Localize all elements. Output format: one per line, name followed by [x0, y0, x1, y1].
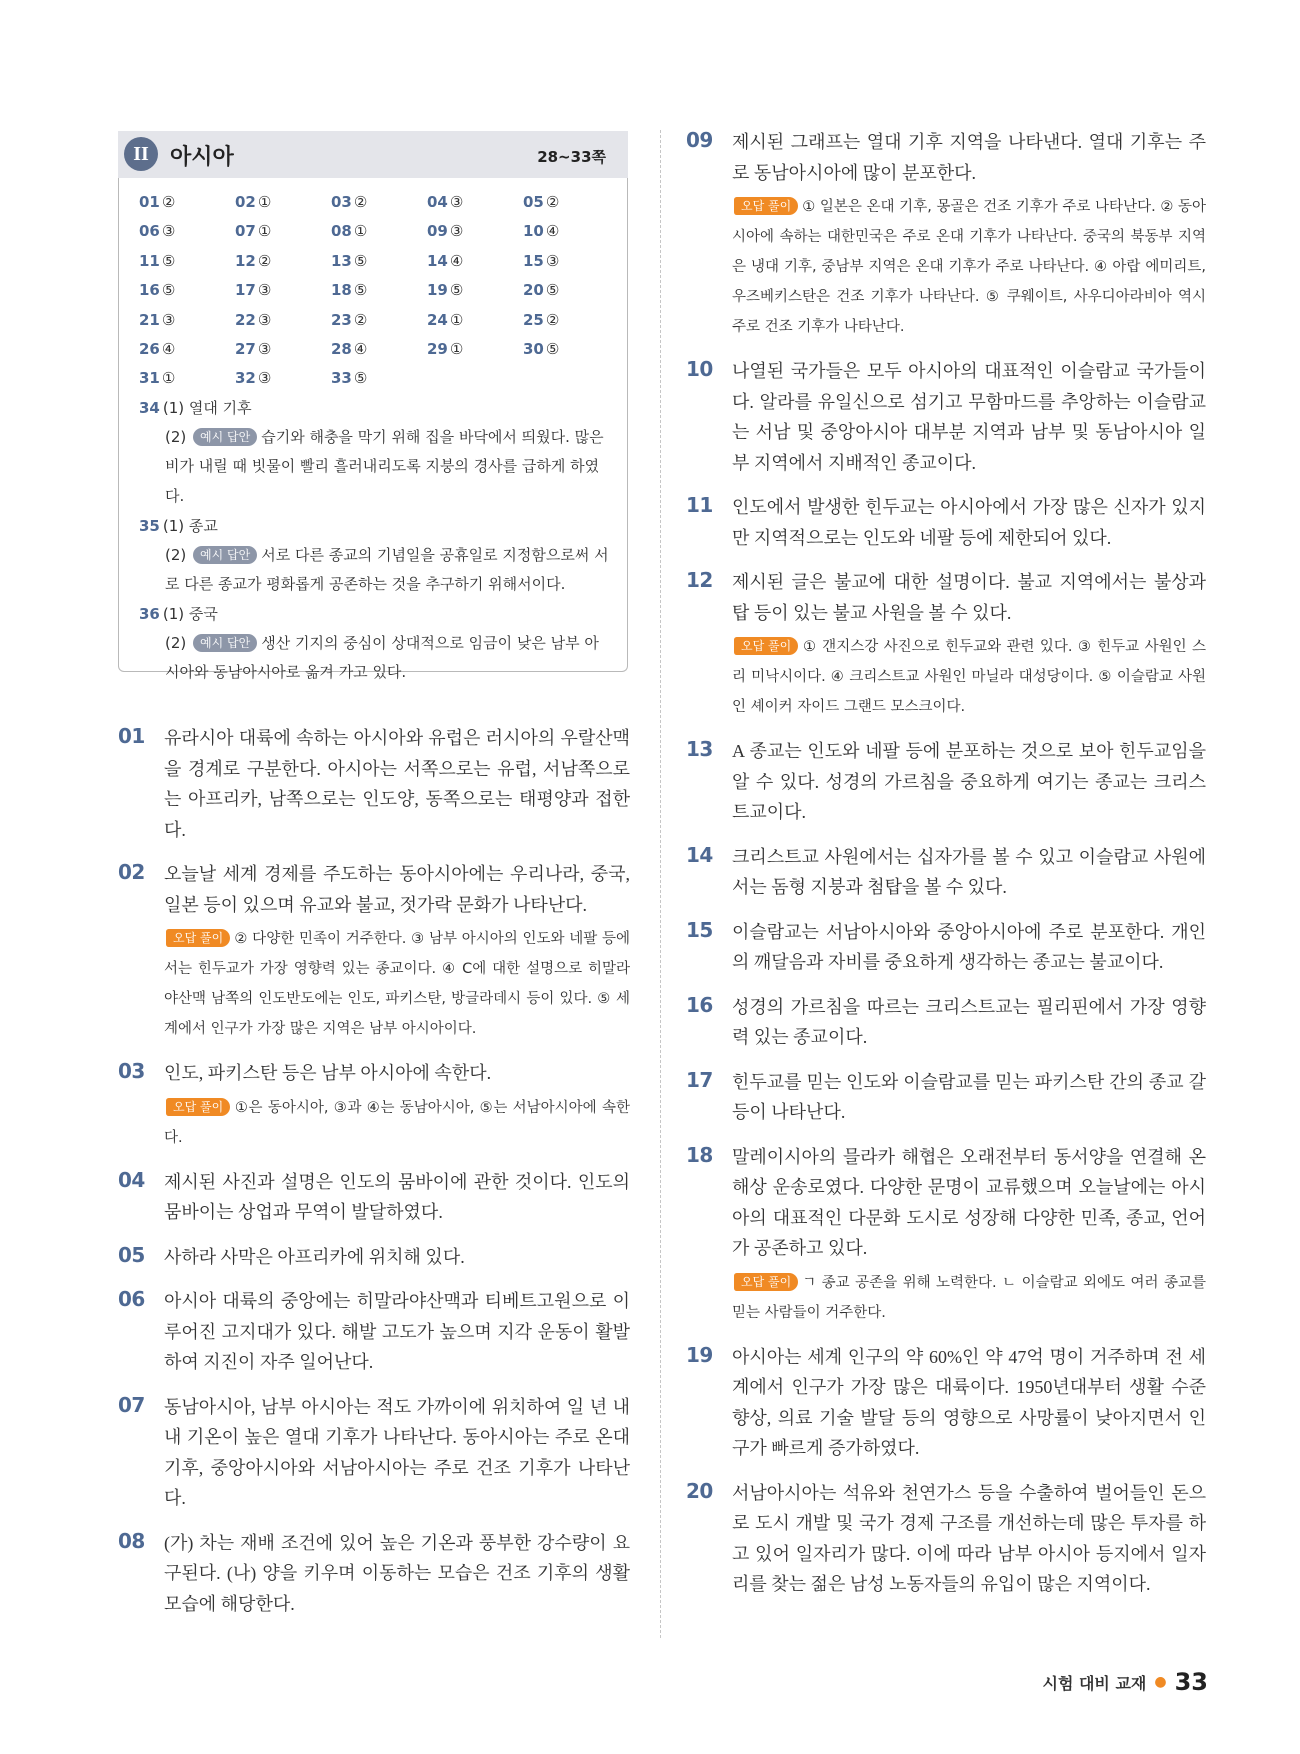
answer-choice: ② — [545, 310, 560, 329]
explanation-number: 01 — [118, 724, 145, 748]
explanation-item — [686, 492, 1206, 553]
answer-cell — [235, 276, 331, 305]
answer-choice: ① — [257, 222, 272, 241]
answer-number: 25 — [523, 310, 544, 329]
answer-cell — [427, 306, 523, 335]
wrong-answer-text: ①은 동아시아, ③과 ④는 동남아시아, ⑤는 서남아시아에 속한다. — [164, 1099, 630, 1146]
answer-choice: ② — [545, 193, 560, 211]
wrong-answer-text: ① 갠지스강 사진으로 힌두교와 관련 있다. ③ 힌두교 사원인 스리 미낙시이다. ④ 크리스트교 사원인 마닐라 대성당이다. ⑤ 이슬람교 사원인 셰이커 자이드 그랜드 모스크이다. — [732, 639, 1206, 715]
answer-number: 02 — [235, 193, 256, 211]
explanation-number: 12 — [686, 568, 713, 592]
answer-choice: ⑤ — [353, 251, 368, 270]
explanation-item — [118, 1286, 630, 1378]
answer-choice: ③ — [257, 281, 272, 300]
answer-cell — [139, 188, 235, 217]
answer-number: 18 — [331, 281, 352, 300]
answer-cell — [331, 188, 427, 217]
answer-cell — [235, 364, 331, 393]
explanation-item — [686, 1342, 1206, 1464]
answer-choice: ④ — [545, 222, 560, 241]
wrong-answer-note — [732, 1268, 1206, 1328]
answer-number: 32 — [235, 369, 256, 388]
explanation-number: 20 — [686, 1478, 713, 1503]
answer-cell — [523, 217, 619, 246]
explanation-text: 이슬람교는 서남아시아와 중앙아시아에 주로 분포한다. 개인의 깨달음과 자비를 중요하게 생각하는 종교는 불교이다. — [732, 921, 1206, 972]
answer-choice: ⑤ — [161, 251, 176, 270]
answer-cell — [331, 276, 427, 305]
answer-cell — [139, 276, 235, 305]
answer-key-box — [118, 178, 628, 682]
explanation-text: 제시된 그래프는 열대 기후 지역을 나타낸다. 열대 기후는 주로 동남아시아에 많이 분포한다. — [732, 132, 1206, 183]
explanation-text: 서남아시아는 석유와 천연가스 등을 수출하여 벌어들인 돈으로 도시 개발 및 국가 경제 구조를 개선하는데 많은 투자를 하고 있어 일자리가 많다. 이에 따라 남부 아시아 등지에서 일자리를 찾는 젊은 남성 노동자들의 유입이 많은 지역이다. — [732, 1482, 1206, 1594]
explanation-number: 17 — [686, 1067, 713, 1092]
explanation-item — [686, 356, 1206, 478]
answer-choice: ③ — [161, 310, 176, 329]
answer-cell — [139, 306, 235, 335]
explanation-text: 나열된 국가들은 모두 아시아의 대표적인 이슬람교 국가들이다. 알라를 유일신으로 섬기고 무함마드를 추앙하는 이슬람교는 서남 및 중앙아시아 대부분 지역과 남부 및 동남아시아 일부 지역에서 지배적인 종교이다. — [732, 361, 1206, 473]
footer-dot-icon: ● — [1154, 1674, 1167, 1690]
explanation-text: 아시아는 세계 인구의 약 60%인 약 47억 명이 거주하며 전 세계에서 인구가 가장 많은 대륙이다. 1950년대부터 생활 수준 향상, 의료 기술 발달 등의 영향으로 사망률이 낮아지면서 인구가 빠르게 증가하였다. — [732, 1346, 1206, 1458]
explanation-number: 16 — [686, 992, 713, 1017]
explanation-number: 05 — [118, 1242, 145, 1267]
explanation-text: 오늘날 세계 경제를 주도하는 동아시아에는 우리나라, 중국, 일본 등이 있으며 유교와 불교, 젓가락 문화가 나타난다. — [164, 864, 630, 915]
answer-part-1: (1) 종교 — [162, 516, 218, 535]
answer-cell — [523, 306, 619, 335]
answer-cell — [139, 335, 235, 364]
wrong-answer-note — [732, 632, 1206, 722]
answer-cell — [139, 247, 235, 276]
explanation-number: 08 — [118, 1528, 145, 1553]
answer-number: 09 — [427, 222, 448, 241]
answer-choice: ③ — [449, 193, 464, 211]
answer-cell — [427, 188, 523, 217]
answer-part-1: (1) 중국 — [162, 604, 218, 623]
explanation-number: 13 — [686, 737, 713, 761]
answer-number: 05 — [523, 193, 544, 211]
answer-number: 01 — [139, 193, 160, 211]
explanation-number: 07 — [118, 1392, 145, 1417]
explanation-item — [118, 1242, 630, 1273]
explanation-item — [118, 723, 630, 845]
answer-number: 31 — [139, 369, 160, 388]
explanation-text: 힌두교를 믿는 인도와 이슬람교를 믿는 파키스탄 간의 종교 갈등이 나타난다. — [732, 1071, 1206, 1122]
explanation-text: 말레이시아의 믈라카 해협은 오래전부터 동서양을 연결해 온 해상 운송로였다. 다양한 문명이 교류했으며 오늘날에는 아시아의 대표적인 다문화 도시로 성장해 다양한 민족, 종교, 언어가 공존하고 있다. — [732, 1146, 1206, 1258]
answer-grid — [139, 188, 613, 394]
wrong-answer-badge: 오답 풀이 — [734, 1273, 798, 1291]
answer-number: 10 — [523, 222, 544, 241]
explanation-number: 09 — [686, 128, 713, 152]
answer-choice: ② — [161, 193, 176, 211]
answer-cell — [235, 306, 331, 335]
answer-number: 27 — [235, 339, 256, 358]
section-title: 아시아 — [170, 145, 234, 170]
answer-cell — [523, 247, 619, 276]
wrong-answer-badge: 오답 풀이 — [734, 197, 798, 215]
answer-part-2: 습기와 해충을 막기 위해 집을 바닥에서 띄웠다. 많은 비가 내릴 때 빗물이 빨리 흘러내리도록 지붕의 경사를 급하게 하였다. — [165, 427, 604, 505]
answer-number: 33 — [331, 369, 352, 388]
wrong-answer-note — [732, 192, 1206, 342]
explanation-text: 유라시아 대륙에 속하는 아시아와 유럽은 러시아의 우랄산맥을 경계로 구분한다. 아시아는 서쪽으로는 유럽, 서남쪽으로는 아프리카, 남쪽으로는 인도양, 동쪽으로는 태평양과 접한다. — [164, 728, 630, 840]
answer-number: 16 — [139, 281, 160, 300]
answer-choice: ② — [257, 251, 272, 270]
answer-number: 28 — [331, 339, 352, 358]
explanation-text: (가) 차는 재배 조건에 있어 높은 기온과 풍부한 강수량이 요구된다. (나) 양을 키우며 이동하는 모습은 건조 기후의 생활 모습에 해당한다. — [164, 1532, 630, 1614]
wrong-answer-text: ② 다양한 민족이 거주한다. ③ 남부 아시아의 인도와 네팔 등에서는 힌두교가 가장 영향력 있는 종교이다. ④ C에 대한 설명으로 히말라야산맥 남쪽의 인도반도에는 인도, 파키스탄, 방글라데시 등이 있다. ⑤ 세계에서 인구가 가장 많은 지역은 남부 아시아이다. — [164, 931, 630, 1037]
answer-choice: ⑤ — [545, 339, 560, 358]
answer-number: 11 — [139, 251, 160, 270]
answer-number: 29 — [427, 339, 448, 358]
answer-number: 08 — [331, 222, 352, 241]
explanation-text: 동남아시아, 남부 아시아는 적도 가까이에 위치하여 일 년 내내 기온이 높은 열대 기후가 나타난다. 동아시아는 주로 온대 기후, 중앙아시아와 서남아시아는 주로 건조 기후가 나타난다. — [164, 1396, 630, 1508]
explanation-item — [686, 917, 1206, 978]
explanation-item — [118, 1392, 630, 1514]
answer-number: 22 — [235, 310, 256, 329]
explanation-item — [686, 992, 1206, 1053]
explanation-item — [686, 736, 1206, 828]
example-answer-badge: 예시 답안 — [193, 428, 257, 446]
explanation-text: 인도에서 발생한 힌두교는 아시아에서 가장 많은 신자가 있지만 지역적으로는 인도와 네팔 등에 제한되어 있다. — [732, 497, 1206, 548]
answer-number: 07 — [235, 222, 256, 241]
answer-choice: ③ — [449, 222, 464, 241]
answer-choice: ③ — [257, 339, 272, 358]
answer-choice: ④ — [161, 339, 176, 358]
answer-cell — [139, 217, 235, 246]
answer-number: 21 — [139, 310, 160, 329]
answer-choice: ② — [353, 193, 368, 211]
answer-part-2: 서로 다른 종교의 기념일을 공휴일로 지정함으로써 서로 다른 종교가 평화롭게 공존하는 것을 추구하기 위해서이다. — [165, 545, 609, 594]
answer-choice: ③ — [161, 222, 176, 241]
answer-choice: ③ — [257, 310, 272, 329]
answer-choice: ③ — [257, 369, 272, 388]
section-page-range: 28~33쪽 — [537, 148, 606, 166]
page-number: 33 — [1174, 1668, 1208, 1696]
answer-number: 19 — [427, 281, 448, 300]
answer-number: 20 — [523, 281, 544, 300]
explanation-text: 크리스트교 사원에서는 십자가를 볼 수 있고 이슬람교 사원에서는 돔형 지붕과 첨탑을 볼 수 있다. — [732, 846, 1206, 897]
section-numeral-badge: II — [124, 137, 158, 171]
answer-number: 26 — [139, 339, 160, 358]
answer-choice: ① — [161, 369, 176, 388]
answer-number: 30 — [523, 339, 544, 358]
explanation-text: 아시아 대륙의 중앙에는 히말라야산맥과 티베트고원으로 이루어진 고지대가 있다. 해발 고도가 높으며 지각 운동이 활발하여 지진이 자주 일어난다. — [164, 1291, 630, 1372]
answer-number: 04 — [427, 193, 448, 211]
descriptive-answer-36 — [139, 600, 613, 688]
example-answer-badge: 예시 답안 — [193, 634, 257, 652]
answer-cell — [427, 276, 523, 305]
explanation-item — [118, 859, 630, 1044]
explanations-right — [686, 127, 1206, 1614]
explanation-text: A 종교는 인도와 네팔 등에 분포하는 것으로 보아 힌두교임을 알 수 있다. 성경의 가르침을 중요하게 여기는 종교는 크리스트교이다. — [732, 741, 1206, 822]
explanation-number: 11 — [686, 493, 713, 517]
question-number: 36 — [139, 604, 160, 623]
explanation-item — [686, 1478, 1206, 1600]
answer-number: 15 — [523, 251, 544, 270]
wrong-answer-badge: 오답 풀이 — [734, 637, 798, 655]
descriptive-answer-34 — [139, 394, 613, 512]
explanation-item — [686, 842, 1206, 903]
explanation-item — [686, 1142, 1206, 1328]
explanation-number: 19 — [686, 1342, 713, 1367]
explanation-item — [686, 127, 1206, 342]
wrong-answer-text: ㄱ 종교 공존을 위해 노력한다. ㄴ 이슬람교 외에도 여러 종교를 믿는 사람들이 거주한다. — [732, 1274, 1206, 1321]
explanations-left — [118, 723, 630, 1633]
answer-choice: ⑤ — [353, 281, 368, 300]
explanation-text: 제시된 글은 불교에 대한 설명이다. 불교 지역에서는 불상과 탑 등이 있는 불교 사원을 볼 수 있다. — [732, 572, 1206, 623]
explanation-item — [686, 567, 1206, 722]
explanation-text: 인도, 파키스탄 등은 남부 아시아에 속한다. — [164, 1063, 492, 1083]
book-label: 시험 대비 교재 — [1042, 1673, 1147, 1693]
answer-cell — [235, 335, 331, 364]
answer-part-2: 생산 기지의 중심이 상대적으로 임금이 낮은 남부 아시아와 동남아시아로 옮겨 가고 있다. — [165, 633, 599, 682]
example-answer-badge: 예시 답안 — [193, 546, 257, 564]
answer-cell — [235, 217, 331, 246]
explanation-item — [118, 1167, 630, 1228]
explanation-item — [118, 1058, 630, 1153]
answer-cell — [331, 335, 427, 364]
answer-choice: ① — [353, 222, 368, 241]
answer-cell — [235, 247, 331, 276]
wrong-answer-note — [164, 924, 630, 1044]
explanation-number: 18 — [686, 1142, 713, 1167]
answer-section — [118, 131, 628, 682]
answer-number: 13 — [331, 251, 352, 270]
answer-choice: ⑤ — [545, 281, 560, 300]
answer-cell — [523, 335, 619, 364]
answer-cell — [235, 188, 331, 217]
answer-choice: ① — [449, 339, 464, 358]
part-label: (2) — [165, 545, 187, 564]
answer-number: 24 — [427, 310, 448, 329]
answer-part-1: (1) 열대 기후 — [162, 398, 252, 417]
explanation-text: 제시된 사진과 설명은 인도의 뭄바이에 관한 것이다. 인도의 뭄바이는 상업과 무역이 발달하였다. — [164, 1171, 630, 1222]
answer-cell — [331, 306, 427, 335]
explanation-number: 03 — [118, 1059, 145, 1083]
column-divider — [660, 130, 661, 1638]
explanation-number: 04 — [118, 1167, 145, 1192]
answer-number: 06 — [139, 222, 160, 241]
answer-number: 12 — [235, 251, 256, 270]
explanation-text: 사하라 사막은 아프리카에 위치해 있다. — [164, 1246, 465, 1267]
answer-cell — [427, 335, 523, 364]
answer-choice: ③ — [545, 251, 560, 270]
explanation-number: 06 — [118, 1287, 145, 1311]
answer-choice: ⑤ — [353, 369, 368, 388]
question-number: 35 — [139, 516, 160, 535]
answer-cell — [523, 188, 619, 217]
explanation-item — [686, 1067, 1206, 1128]
answer-number: 17 — [235, 281, 256, 300]
answer-cell — [331, 247, 427, 276]
descriptive-answer-35 — [139, 512, 613, 600]
answer-number: 14 — [427, 251, 448, 270]
explanation-number: 10 — [686, 357, 713, 381]
answer-choice: ④ — [353, 339, 368, 358]
explanation-text: 성경의 가르침을 따르는 크리스트교는 필리핀에서 가장 영향력 있는 종교이다. — [732, 996, 1206, 1047]
answer-choice: ① — [449, 310, 464, 329]
explanation-number: 02 — [118, 860, 145, 884]
answer-choice: ④ — [449, 251, 464, 270]
answer-cell — [523, 276, 619, 305]
answer-cell — [139, 364, 235, 393]
wrong-answer-text: ① 일본은 온대 기후, 몽골은 건조 기후가 주로 나타난다. ② 동아시아에 속하는 대한민국은 주로 온대 기후가 나타난다. 중국의 북동부 지역은 냉대 기후, 중남부 지역은 온대 기후가 주로 나타난다. ④ 아랍 에미리트, 우즈베키스탄은 건조 기후가 나타난다. ⑤ 쿠웨이트, 사우디아라비아 역시 주로 건조 기후가 나타난다. — [732, 199, 1206, 335]
answer-choice: ⑤ — [449, 281, 464, 300]
explanation-number: 14 — [686, 842, 713, 867]
answer-cell — [331, 217, 427, 246]
answer-choice: ⑤ — [161, 281, 176, 300]
answer-number: 23 — [331, 310, 352, 329]
answer-cell — [331, 364, 427, 393]
wrong-answer-note — [164, 1093, 630, 1153]
answer-choice: ② — [353, 310, 368, 329]
wrong-answer-badge: 오답 풀이 — [166, 1098, 230, 1116]
page-footer — [1042, 1668, 1208, 1696]
explanation-item — [118, 1528, 630, 1620]
answer-cell — [427, 217, 523, 246]
answer-number: 03 — [331, 193, 352, 211]
part-label: (2) — [165, 427, 187, 446]
wrong-answer-badge: 오답 풀이 — [166, 929, 230, 947]
answer-choice: ① — [257, 193, 272, 211]
section-header — [118, 131, 628, 178]
answer-cell — [427, 247, 523, 276]
explanation-number: 15 — [686, 917, 713, 942]
question-number: 34 — [139, 398, 160, 417]
part-label: (2) — [165, 633, 187, 652]
